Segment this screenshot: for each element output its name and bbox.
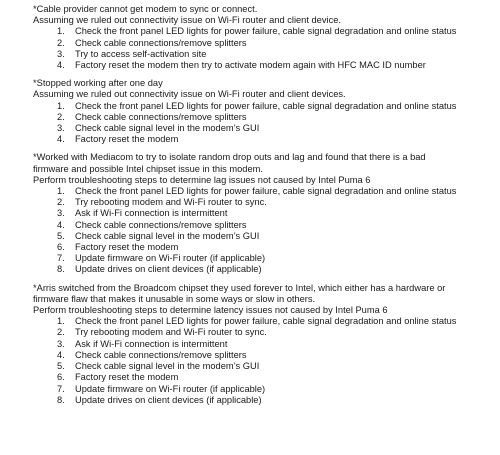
list-item: 5. Check cable signal level in the modem’s GUI bbox=[57, 361, 260, 372]
section-assumption: Assuming we ruled out connectivity issue on Wi-Fi router and client devices. bbox=[33, 89, 346, 100]
list-item: 4. Check cable connections/remove splitters bbox=[57, 219, 247, 230]
list-item: 1. Check the front panel LED lights for power failure, cable signal degradation and online status bbox=[57, 26, 457, 37]
section-heading-continued: firmware flaw that makes it unusable in some ways or slow in others. bbox=[33, 293, 316, 304]
section-mediacom bbox=[33, 152, 500, 275]
section-instruction: Perform troubleshooting steps to determine latency issues not caused by Intel Puma 6 bbox=[33, 305, 388, 316]
list-item: 4. Factory reset the modem bbox=[57, 134, 179, 145]
list-item: 6. Factory reset the modem bbox=[57, 242, 179, 253]
list-item: 1. Check the front panel LED lights for power failure, cable signal degradation and online status bbox=[57, 316, 457, 327]
list-item: 4. Factory reset the modem then try to activate modem again with HFC MAC ID number bbox=[57, 60, 426, 71]
list-item: 2. Check cable connections/remove splitters bbox=[57, 111, 247, 122]
list-item: 8. Update drives on client devices (if applicable) bbox=[57, 264, 262, 275]
section-cannot-sync bbox=[33, 4, 500, 71]
steps-list bbox=[33, 26, 500, 71]
list-item: 2. Try rebooting modem and Wi-Fi router to sync. bbox=[57, 327, 267, 338]
list-item: 6. Factory reset the modem bbox=[57, 372, 179, 383]
steps-list bbox=[33, 316, 500, 406]
list-item: 1. Check the front panel LED lights for power failure, cable signal degradation and online status bbox=[57, 100, 457, 111]
section-heading: *Worked with Mediacom to try to isolate random drop outs and lag and found that there is a bad bbox=[33, 152, 426, 163]
section-heading-continued: firmware and possible Intel chipset issue in this modem. bbox=[33, 163, 263, 174]
list-item: 7. Update firmware on Wi-Fi router (if applicable) bbox=[57, 383, 266, 394]
list-item: 7. Update firmware on Wi-Fi router (if applicable) bbox=[57, 253, 266, 264]
section-heading: *Stopped working after one day bbox=[33, 78, 163, 89]
list-item: 3. Ask if Wi-Fi connection is intermittent bbox=[57, 338, 228, 349]
section-heading: *Arris switched from the Broadcom chipset they used forever to Intel, which either has a hardware or bbox=[33, 282, 446, 293]
list-item: 2. Try rebooting modem and Wi-Fi router to sync. bbox=[57, 197, 267, 208]
section-assumption: Assuming we ruled out connectivity issue on Wi-Fi router and client device. bbox=[33, 15, 341, 26]
section-heading: *Cable provider cannot get modem to sync or connect. bbox=[33, 4, 258, 14]
list-item: 3. Try to access self-activation site bbox=[57, 48, 207, 59]
list-item: 8. Update drives on client devices (if applicable) bbox=[57, 394, 262, 405]
list-item: 2. Check cable connections/remove splitters bbox=[57, 37, 247, 48]
section-stopped-working bbox=[33, 78, 500, 145]
steps-list bbox=[33, 101, 500, 146]
list-item: 5. Check cable signal level in the modem’s GUI bbox=[57, 230, 260, 241]
section-instruction: Perform troubleshooting steps to determine lag issues not caused by Intel Puma 6 bbox=[33, 174, 371, 185]
steps-list bbox=[33, 186, 500, 276]
list-item: 3. Ask if Wi-Fi connection is intermittent bbox=[57, 208, 228, 219]
list-item: 4. Check cable connections/remove splitters bbox=[57, 349, 247, 360]
section-arris-chipset bbox=[33, 283, 500, 406]
list-item: 3. Check cable signal level in the modem’s GUI bbox=[57, 123, 260, 134]
list-item: 1. Check the front panel LED lights for power failure, cable signal degradation and online status bbox=[57, 186, 457, 197]
